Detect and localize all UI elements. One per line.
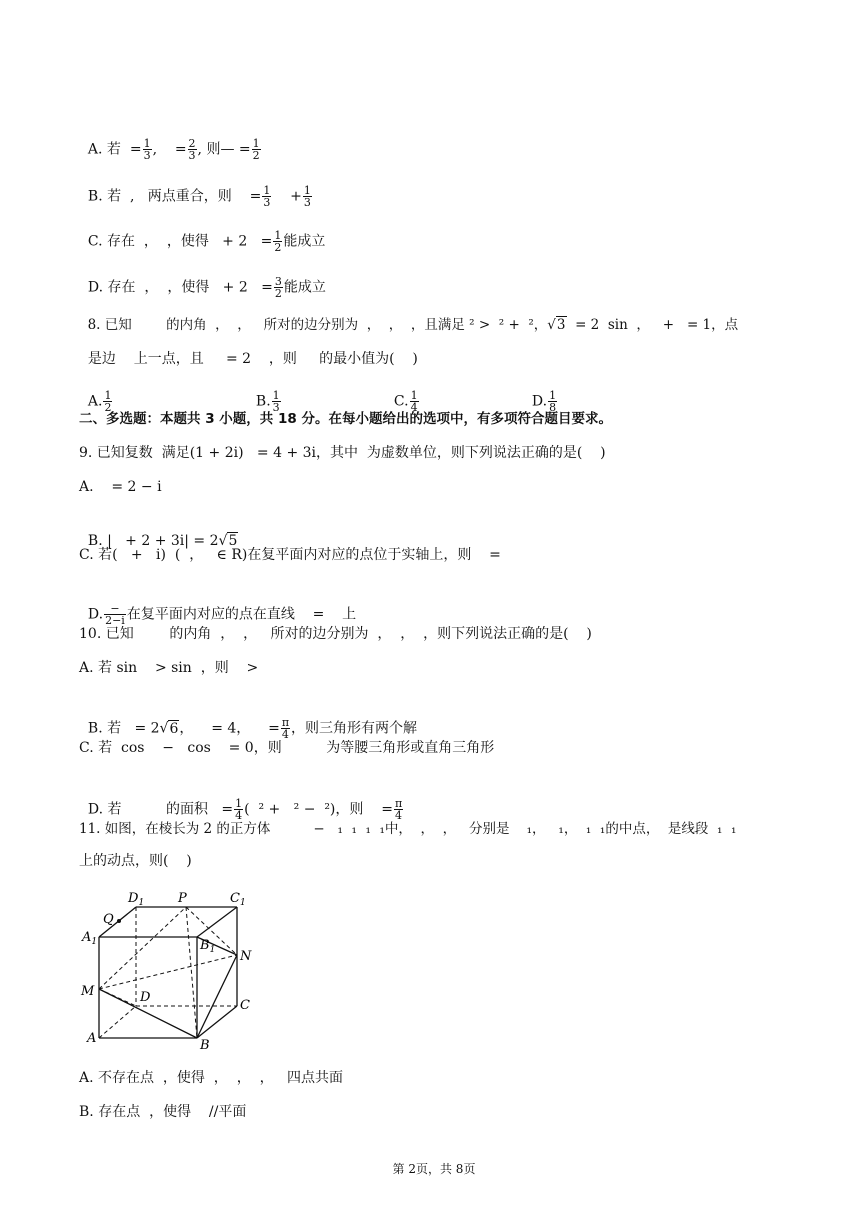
numerator: −: [104, 603, 126, 615]
fraction: [104, 603, 126, 626]
q7-option-d: [79, 256, 326, 299]
fraction: [252, 138, 261, 161]
fraction: [234, 798, 243, 821]
q10-option-b: B. 若 = 2√6， = 4， = $\frac{\pi}{4}$ ，则三角形有两个解: [87, 716, 418, 741]
q9-d-prefix: D.: [87, 606, 104, 623]
q10-option-c: C. 若 cos − cos = 0，则 为等腰三角形或直角三角形: [79, 740, 495, 756]
numerator: π: [281, 716, 290, 729]
q8-line1a: 8. 已知 的内角 ， ， 所对的边分别为 ， ， ，且满足: [87, 317, 465, 333]
label-n: N: [240, 949, 252, 964]
numerator: 1: [263, 184, 271, 197]
numerator: 1: [274, 229, 282, 242]
label-b1: $B_1$: [200, 938, 216, 955]
denominator: 3: [272, 401, 280, 414]
q9-option-a: A. = 2 − i: [79, 479, 162, 495]
denominator: 3: [143, 149, 151, 162]
label-c1: $C_1$: [230, 891, 246, 908]
fraction: [273, 230, 282, 253]
option-label: D.: [531, 393, 548, 410]
denominator: 4: [395, 809, 403, 822]
q8-option-b: [247, 370, 282, 413]
q8-option-d: [523, 370, 558, 413]
q9-option-c: C. 若( + i) ( ， ∈ R)在复平面内对应的点位于实轴上，则 =: [79, 547, 501, 563]
q8-option-c: [385, 370, 420, 413]
numerator: 1: [549, 389, 557, 402]
label-c: C: [240, 998, 250, 1013]
fraction: [303, 185, 312, 208]
q7-d-prefix: D. 存在 ， ，使得 + 2 =: [87, 279, 273, 296]
section-heading: 二、多选题：本题共 3 小题，共 18 分。在每小题给出的选项中，有多项符合题目要求。: [79, 411, 612, 427]
sqrt-radicand: 3: [556, 317, 566, 333]
q7-c-prefix: C. 存在 ， ，使得 + 2 =: [87, 233, 273, 250]
fraction: [281, 717, 290, 740]
fraction: [262, 185, 271, 208]
sqrt-radicand: 5: [228, 533, 238, 549]
option-label: B.: [255, 393, 271, 410]
q8-line1c: = 2 sin ， + = 1，点: [566, 317, 739, 333]
q8-line2: 是边 上一点，且 = 2 ，则 的最小值为( ): [87, 351, 418, 367]
denominator: 2: [274, 287, 282, 300]
denominator: 4: [235, 809, 243, 822]
q11-stem-line2: 上的动点，则( ): [79, 853, 192, 869]
q7-a-mid1: , =: [152, 141, 187, 158]
q7-b-prefix: B. 若 , 两点重合，则 =: [87, 188, 262, 205]
q7-a-prefix: A. 若 =: [87, 141, 142, 158]
numerator: 1: [410, 389, 418, 402]
label-d1: $D_1$: [128, 891, 145, 908]
label-q: Q: [103, 912, 114, 927]
denominator: 2: [104, 401, 112, 414]
option-label: C.: [393, 393, 409, 410]
q9-d-suffix: 在复平面内对应的点在直线 = 上: [126, 606, 357, 623]
q9-option-b: B. | + 2 + 3i| = 2√5: [87, 533, 238, 549]
label-p: P: [178, 891, 187, 906]
q7-b-mid: +: [272, 188, 302, 205]
option-label: A.: [87, 393, 103, 410]
q10-d-prefix: D. 若 的面积 =: [87, 801, 234, 818]
numerator: π: [394, 797, 403, 810]
q10-b-mid: ， = 4， =: [179, 720, 280, 737]
denominator: 2: [274, 241, 282, 254]
point-q: [117, 919, 121, 923]
q7-option-c: [79, 210, 325, 253]
q9-option-d: [79, 583, 356, 626]
q7-d-suffix: 能成立: [283, 279, 326, 296]
page-footer: 第 2页，共 8页: [392, 1162, 476, 1176]
denominator: 4: [410, 401, 418, 414]
q8-line1b: ² > ² + ²，: [464, 317, 548, 333]
q10-option-d: [79, 778, 404, 821]
q11-option-b: B. 存在点 ，使得 //平面: [79, 1104, 247, 1120]
q7-c-suffix: 能成立: [283, 233, 326, 250]
numerator: 1: [252, 137, 260, 150]
numerator: 2: [188, 137, 196, 150]
denominator: 8: [549, 401, 557, 414]
q10-option-a: A. 若 sin > sin ，则 >: [79, 660, 259, 676]
numerator: 1: [104, 389, 112, 402]
q8-stem-line2: [79, 329, 418, 369]
q7-option-a: [79, 118, 262, 161]
q10-b-prefix: B. 若 = 2: [87, 720, 160, 737]
denominator: 2: [252, 149, 260, 162]
denominator: 3: [263, 196, 271, 209]
q9-stem: 9. 已知复数 满足(1 + 2i) = 4 + 3i，其中 为虚数单位，则下列说法正确的是( ): [79, 445, 606, 461]
denominator: 3: [303, 196, 311, 209]
label-m: M: [81, 984, 95, 999]
label-a: A: [87, 1031, 97, 1046]
numerator: 1: [143, 137, 151, 150]
q11-option-a: A. 不存在点 ，使得 ， ， ， 四点共面: [79, 1070, 343, 1086]
q10-d-mid: ( ² + ² − ²)，则 =: [244, 801, 393, 818]
numerator: 1: [303, 184, 311, 197]
numerator: 1: [272, 389, 280, 402]
label-d: D: [140, 990, 151, 1005]
label-b: B: [200, 1038, 210, 1053]
q9-b-prefix: B. | + 2 + 3i| = 2: [87, 533, 219, 549]
denominator: 4: [281, 728, 289, 741]
numerator: 3: [274, 275, 282, 288]
cube-hidden-edges: [99, 907, 237, 1038]
fraction: [143, 138, 152, 161]
sqrt-radicand: 6: [169, 720, 179, 737]
numerator: 1: [235, 797, 243, 810]
denominator: 2−i: [105, 614, 125, 627]
q10-stem: 10. 已知 的内角 ， ， 所对的边分别为 ， ， ，则下列说法正确的是( ): [79, 626, 592, 642]
label-a1: $A_1$: [82, 930, 98, 947]
cube-figure: [70, 885, 270, 1055]
denominator: 3: [188, 149, 196, 162]
q10-b-suffix: ，则三角形有两个解: [291, 720, 418, 737]
q11-stem-line1: 11. 如图，在棱长为 2 的正方体 − ₁ ₁ ₁ ₁中， ， ， 分别是 ₁， ₁， ₁ ₁的中点， 是线段 ₁ ₁: [79, 821, 737, 837]
q7-option-b: [79, 165, 313, 208]
q8-stem-line1: 8. 已知 的内角 ， ， 所对的边分别为 ， ， ，且满足 ² > ² + ²，√3 = 2 sin ， + = 1，点: [87, 317, 739, 333]
fraction: [188, 138, 197, 161]
q7-a-mid2: , 则— =: [197, 141, 251, 158]
q8-option-a: [79, 370, 113, 413]
fraction: [394, 798, 403, 821]
